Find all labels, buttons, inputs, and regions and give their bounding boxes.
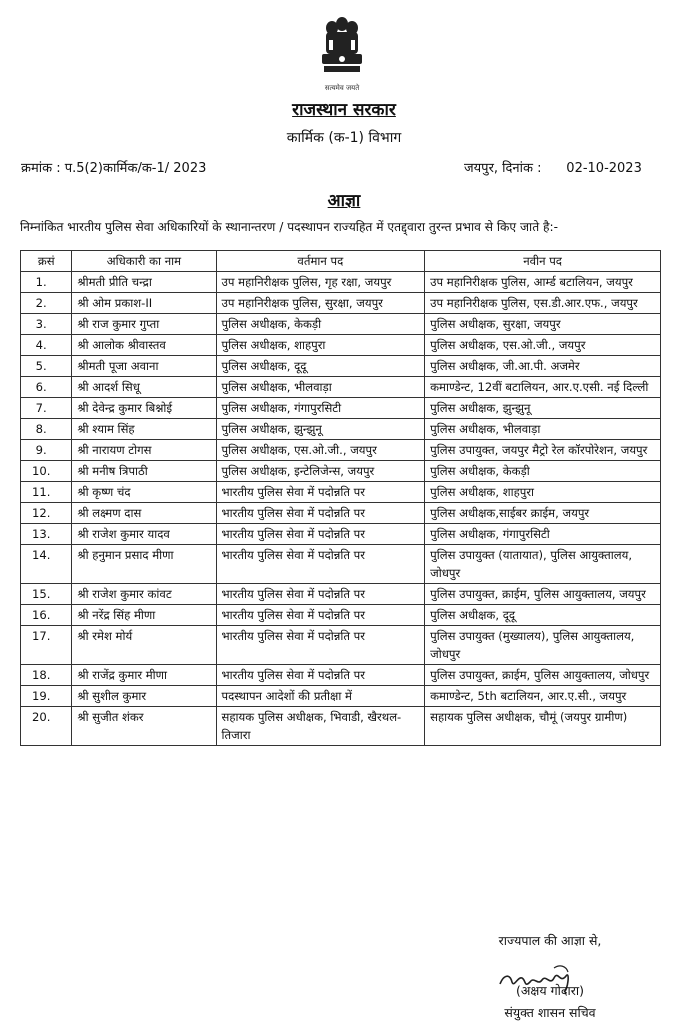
cell-name: श्री देवेन्द्र कुमार बिश्नोई	[72, 398, 216, 419]
table-row	[21, 503, 661, 524]
table-row	[21, 335, 661, 356]
reference-number	[21, 158, 206, 176]
cell-name: श्री सुजीत शंकर	[72, 707, 216, 746]
cell-new-post: पुलिस उपायुक्त, क्राईम, पुलिस आयुक्तालय, जोधपुर	[425, 665, 661, 686]
cell-sno: 16.	[21, 605, 72, 626]
cell-new-post: पुलिस अधीक्षक, शाहपुरा	[425, 482, 661, 503]
cell-sno: 10.	[21, 461, 72, 482]
table-row	[21, 293, 661, 314]
cell-current-post: पुलिस अधीक्षक, एस.ओ.जी., जयपुर	[216, 440, 425, 461]
reference-label: क्रमांक :	[21, 161, 61, 176]
table-row	[21, 584, 661, 605]
table-row	[21, 626, 661, 665]
order-intro: निम्नांकित भारतीय पुलिस सेवा अधिकारियों के स्थानान्तरण / पदस्थापन राज्यहित में एतद्द्वारा तुरन्त प्रभाव से किए जाते है:-	[20, 220, 558, 234]
table-row	[21, 605, 661, 626]
cell-sno: 19.	[21, 686, 72, 707]
place-date	[464, 158, 642, 176]
cell-new-post: उप महानिरीक्षक पुलिस, आर्म्ड बटालियन, जयपुर	[425, 272, 661, 293]
table-row	[21, 545, 661, 584]
cell-current-post: उप महानिरीक्षक पुलिस, सुरक्षा, जयपुर	[216, 293, 425, 314]
department-title: कार्मिक (क-1) विभाग	[286, 130, 402, 146]
cell-sno: 12.	[21, 503, 72, 524]
cell-current-post: भारतीय पुलिस सेवा में पदोन्नति पर	[216, 626, 425, 665]
cell-current-post: भारतीय पुलिस सेवा में पदोन्नति पर	[216, 503, 425, 524]
cell-name: श्री सुशील कुमार	[72, 686, 216, 707]
cell-current-post: भारतीय पुलिस सेवा में पदोन्नति पर	[216, 524, 425, 545]
cell-name: श्री राजेश कुमार कांवट	[72, 584, 216, 605]
cell-current-post: सहायक पुलिस अधीक्षक, भिवाडी, खैरथल-तिजारा	[216, 707, 425, 746]
cell-sno: 17.	[21, 626, 72, 665]
cell-sno: 6.	[21, 377, 72, 398]
cell-sno: 8.	[21, 419, 72, 440]
table-row	[21, 524, 661, 545]
cell-new-post: पुलिस उपायुक्त, क्राईम, पुलिस आयुक्तालय, जयपुर	[425, 584, 661, 605]
place-date-label: जयपुर, दिनांक :	[464, 161, 542, 176]
cell-new-post: पुलिस उपायुक्त (यातायात), पुलिस आयुक्तालय, जोधपुर	[425, 545, 661, 584]
cell-current-post: पुलिस अधीक्षक, भीलवाड़ा	[216, 377, 425, 398]
table-row	[21, 461, 661, 482]
cell-sno: 5.	[21, 356, 72, 377]
transfer-table	[20, 250, 661, 746]
signatory-designation: संयुक्त शासन सचिव	[504, 1005, 596, 1020]
national-emblem-icon	[312, 10, 372, 90]
cell-name: श्री नरेंद्र सिंह मीणा	[72, 605, 216, 626]
header-sno: क्रसं	[21, 251, 72, 272]
emblem-motto: सत्यमेव जयते	[324, 84, 360, 92]
by-order-text: राज्यपाल की आज्ञा से,	[498, 933, 602, 948]
cell-sno: 20.	[21, 707, 72, 746]
cell-name: श्री ओम प्रकाश-II	[72, 293, 216, 314]
cell-current-post: भारतीय पुलिस सेवा में पदोन्नति पर	[216, 605, 425, 626]
cell-current-post: पुलिस अधीक्षक, झुन्झुनू	[216, 419, 425, 440]
table-row	[21, 482, 661, 503]
cell-sno: 14.	[21, 545, 72, 584]
table-row	[21, 377, 661, 398]
cell-name: श्री राजेंद्र कुमार मीणा	[72, 665, 216, 686]
cell-new-post: पुलिस अधीक्षक, भीलवाड़ा	[425, 419, 661, 440]
table-row	[21, 707, 661, 746]
cell-new-post: कमाण्डेन्ट, 5th बटालियन, आर.ए.सी., जयपुर	[425, 686, 661, 707]
table-row	[21, 419, 661, 440]
cell-new-post: पुलिस अधीक्षक, गंगापुरसिटी	[425, 524, 661, 545]
cell-current-post: पुलिस अधीक्षक, गंगापुरसिटी	[216, 398, 425, 419]
cell-sno: 3.	[21, 314, 72, 335]
reference-value: प.5(2)कार्मिक/क-1/ 2023	[64, 161, 207, 176]
cell-name: श्री रमेश मोर्य	[72, 626, 216, 665]
table-row	[21, 665, 661, 686]
table-row	[21, 272, 661, 293]
table-row	[21, 440, 661, 461]
header-name: अधिकारी का नाम	[72, 251, 216, 272]
cell-new-post: पुलिस अधीक्षक, झुन्झुनू	[425, 398, 661, 419]
cell-new-post: पुलिस अधीक्षक, एस.ओ.जी., जयपुर	[425, 335, 661, 356]
cell-name: श्री आलोक श्रीवास्तव	[72, 335, 216, 356]
cell-new-post: पुलिस अधीक्षक, जी.आ.पी. अजमेर	[425, 356, 661, 377]
government-title: राजस्थान सरकार	[292, 100, 396, 120]
cell-current-post: पुलिस अधीक्षक, दूदू	[216, 356, 425, 377]
cell-new-post: पुलिस अधीक्षक, सुरक्षा, जयपुर	[425, 314, 661, 335]
header-new-post: नवीन पद	[425, 251, 661, 272]
cell-sno: 4.	[21, 335, 72, 356]
cell-name: श्री राज कुमार गुप्ता	[72, 314, 216, 335]
cell-name: श्रीमती प्रीति चन्द्रा	[72, 272, 216, 293]
cell-name: श्री राजेश कुमार यादव	[72, 524, 216, 545]
cell-name: श्री हनुमान प्रसाद मीणा	[72, 545, 216, 584]
cell-current-post: उप महानिरीक्षक पुलिस, गृह रक्षा, जयपुर	[216, 272, 425, 293]
cell-current-post: पुलिस अधीक्षक, केकड़ी	[216, 314, 425, 335]
cell-name: श्री कृष्ण चंद	[72, 482, 216, 503]
cell-name: श्री श्याम सिंह	[72, 419, 216, 440]
signatory-name: (अक्षय गोदारा)	[516, 983, 584, 998]
cell-name: श्री नारायण टोगस	[72, 440, 216, 461]
cell-new-post: सहायक पुलिस अधीक्षक, चौमूं (जयपुर ग्रामीण)	[425, 707, 661, 746]
cell-current-post: पुलिस अधीक्षक, शाहपुरा	[216, 335, 425, 356]
cell-name: श्री आदर्श सिधू	[72, 377, 216, 398]
table-row	[21, 314, 661, 335]
cell-current-post: भारतीय पुलिस सेवा में पदोन्नति पर	[216, 665, 425, 686]
cell-current-post: पुलिस अधीक्षक, इन्टेलिजेन्स, जयपुर	[216, 461, 425, 482]
cell-new-post: पुलिस अधीक्षक, दूदू	[425, 605, 661, 626]
table-row	[21, 398, 661, 419]
table-header-row	[21, 251, 661, 272]
header-current-post: वर्तमान पद	[216, 251, 425, 272]
cell-sno: 7.	[21, 398, 72, 419]
order-date: 02-10-2023	[566, 161, 642, 176]
cell-new-post: कमाण्डेन्ट, 12वीं बटालियन, आर.ए.एसी. नई दिल्ली	[425, 377, 661, 398]
cell-current-post: पदस्थापन आदेशों की प्रतीक्षा में	[216, 686, 425, 707]
cell-sno: 13.	[21, 524, 72, 545]
cell-current-post: भारतीय पुलिस सेवा में पदोन्नति पर	[216, 584, 425, 605]
order-title: आज्ञा	[327, 191, 361, 211]
cell-sno: 11.	[21, 482, 72, 503]
cell-new-post: पुलिस अधीक्षक,साईबर क्राईम, जयपुर	[425, 503, 661, 524]
cell-new-post: पुलिस उपायुक्त (मुख्यालय), पुलिस आयुक्तालय, जोधपुर	[425, 626, 661, 665]
cell-current-post: भारतीय पुलिस सेवा में पदोन्नति पर	[216, 545, 425, 584]
cell-name: श्रीमती पूजा अवाना	[72, 356, 216, 377]
cell-current-post: भारतीय पुलिस सेवा में पदोन्नति पर	[216, 482, 425, 503]
table-row	[21, 356, 661, 377]
table-body	[21, 272, 661, 746]
table-row	[21, 686, 661, 707]
cell-sno: 18.	[21, 665, 72, 686]
cell-new-post: पुलिस अधीक्षक, केकड़ी	[425, 461, 661, 482]
cell-sno: 2.	[21, 293, 72, 314]
cell-sno: 15.	[21, 584, 72, 605]
cell-name: श्री मनीष त्रिपाठी	[72, 461, 216, 482]
cell-new-post: उप महानिरीक्षक पुलिस, एस.डी.आर.एफ., जयपुर	[425, 293, 661, 314]
cell-sno: 1.	[21, 272, 72, 293]
cell-sno: 9.	[21, 440, 72, 461]
cell-new-post: पुलिस उपायुक्त, जयपुर मैट्रो रेल कॉरपोरेशन, जयपुर	[425, 440, 661, 461]
cell-name: श्री लक्ष्मण दास	[72, 503, 216, 524]
